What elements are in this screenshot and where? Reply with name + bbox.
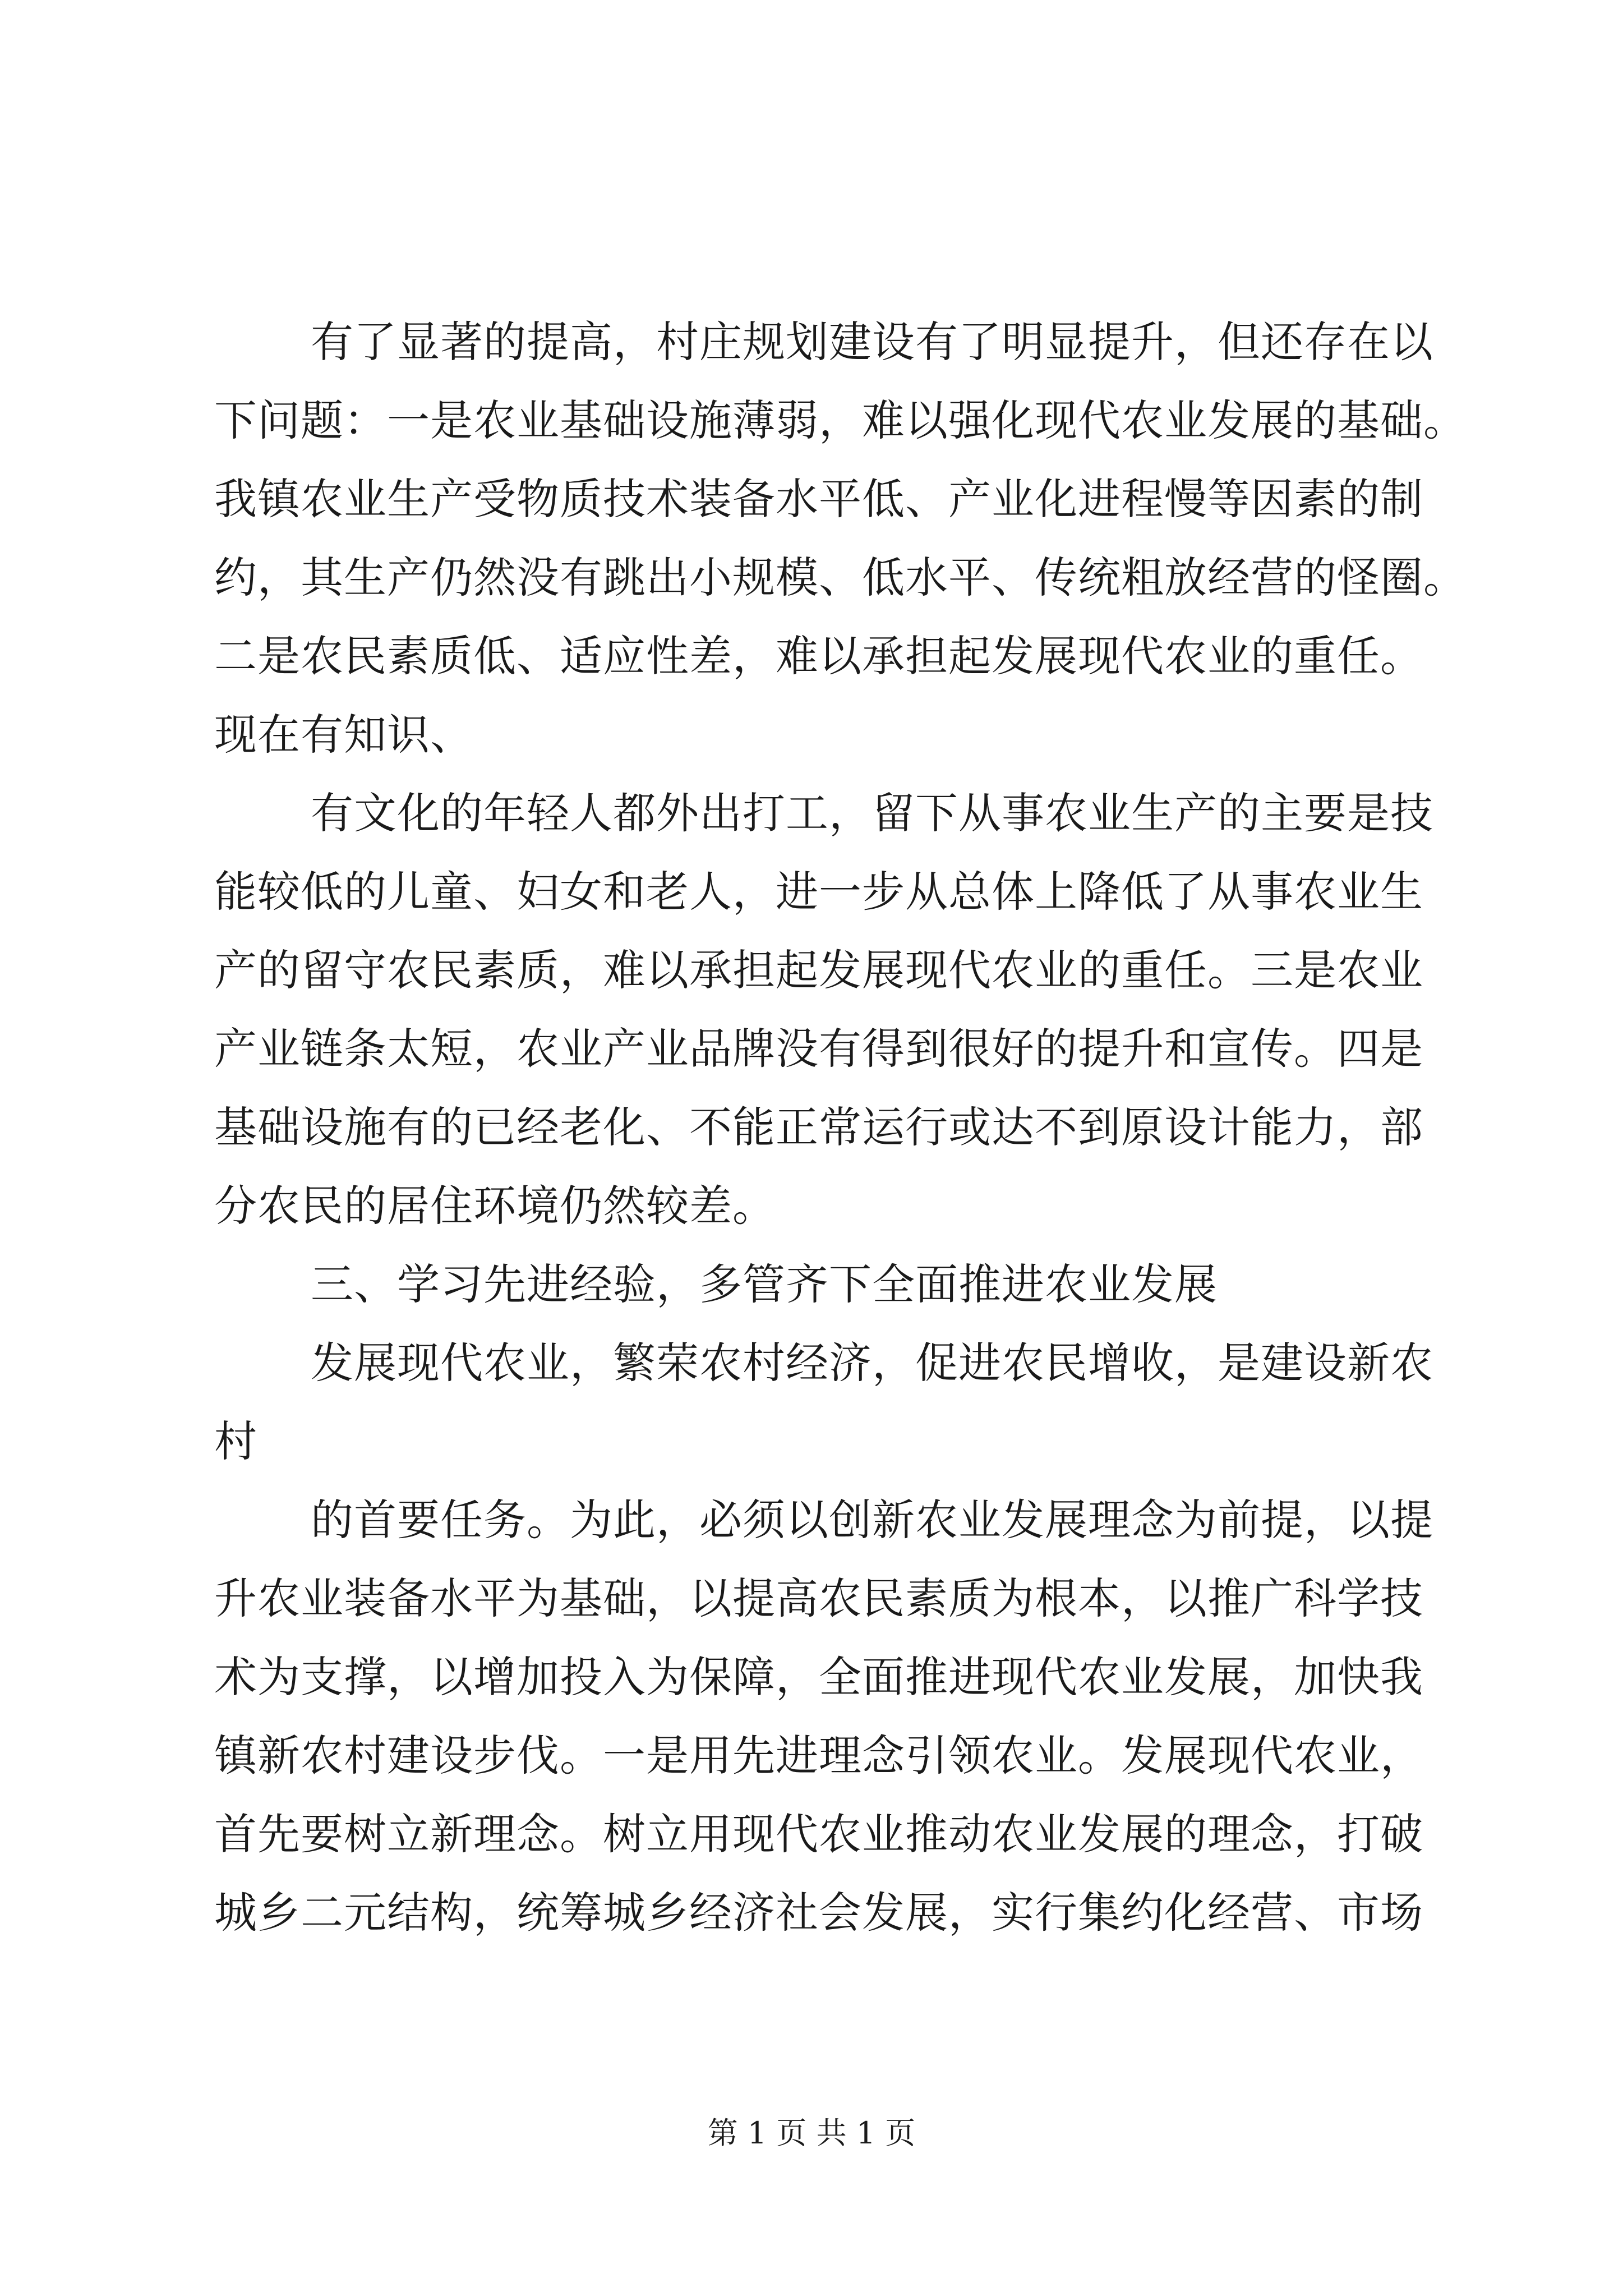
text-line: 有文化的年轻人都外出打工，留下从事农业生产的主要是技 (311, 788, 1433, 838)
text-line: 分农民的居住环境仍然较差。 (214, 1181, 776, 1231)
text-line: 约，其生产仍然没有跳出小规模、低水平、传统粗放经营的怪圈。 (214, 553, 1467, 602)
section-heading: 三、学习先进经验，多管齐下全面推进农业发展 (311, 1259, 1218, 1309)
text-line: 下问题：一是农业基础设施薄弱，难以强化现代农业发展的基础。 (214, 395, 1467, 445)
text-line: 村 (214, 1416, 257, 1466)
text-line: 产业链条太短，农业产业品牌没有得到很好的提升和宣传。四是 (214, 1024, 1423, 1074)
text-line: 术为支撑，以增加投入为保障，全面推进现代农业发展，加快我 (214, 1652, 1423, 1702)
text-line: 城乡二元结构，统筹城乡经济社会发展，实行集约化经营、市场 (214, 1888, 1423, 1938)
text-line: 首先要树立新理念。树立用现代农业推动农业发展的理念，打破 (214, 1809, 1423, 1859)
text-line: 有了显著的提高，村庄规划建设有了明显提升，但还存在以 (311, 317, 1433, 367)
text-line: 镇新农村建设步伐。一是用先进理念引领农业。发展现代农业， (214, 1731, 1423, 1780)
text-line: 发展现代农业，繁荣农村经济，促进农民增收，是建设新农 (311, 1338, 1433, 1388)
text-line: 升农业装备水平为基础，以提高农民素质为根本，以推广科学技 (214, 1573, 1423, 1623)
text-line: 基础设施有的已经老化、不能正常运行或达不到原设计能力，部 (214, 1102, 1423, 1152)
text-line: 能较低的儿童、妇女和老人，进一步从总体上降低了从事农业生 (214, 867, 1423, 917)
text-line: 现在有知识、 (214, 710, 473, 760)
page-footer: 第 1 页 共 1 页 (707, 2115, 916, 2151)
text-line: 产的留守农民素质，难以承担起发展现代农业的重任。三是农业 (214, 945, 1423, 995)
text-line: 的首要任务。为此，必须以创新农业发展理念为前提，以提 (311, 1495, 1433, 1545)
text-line: 二是农民素质低、适应性差，难以承担起发展现代农业的重任。 (214, 631, 1423, 681)
text-line: 我镇农业生产受物质技术装备水平低、产业化进程慢等因素的制 (214, 474, 1423, 524)
